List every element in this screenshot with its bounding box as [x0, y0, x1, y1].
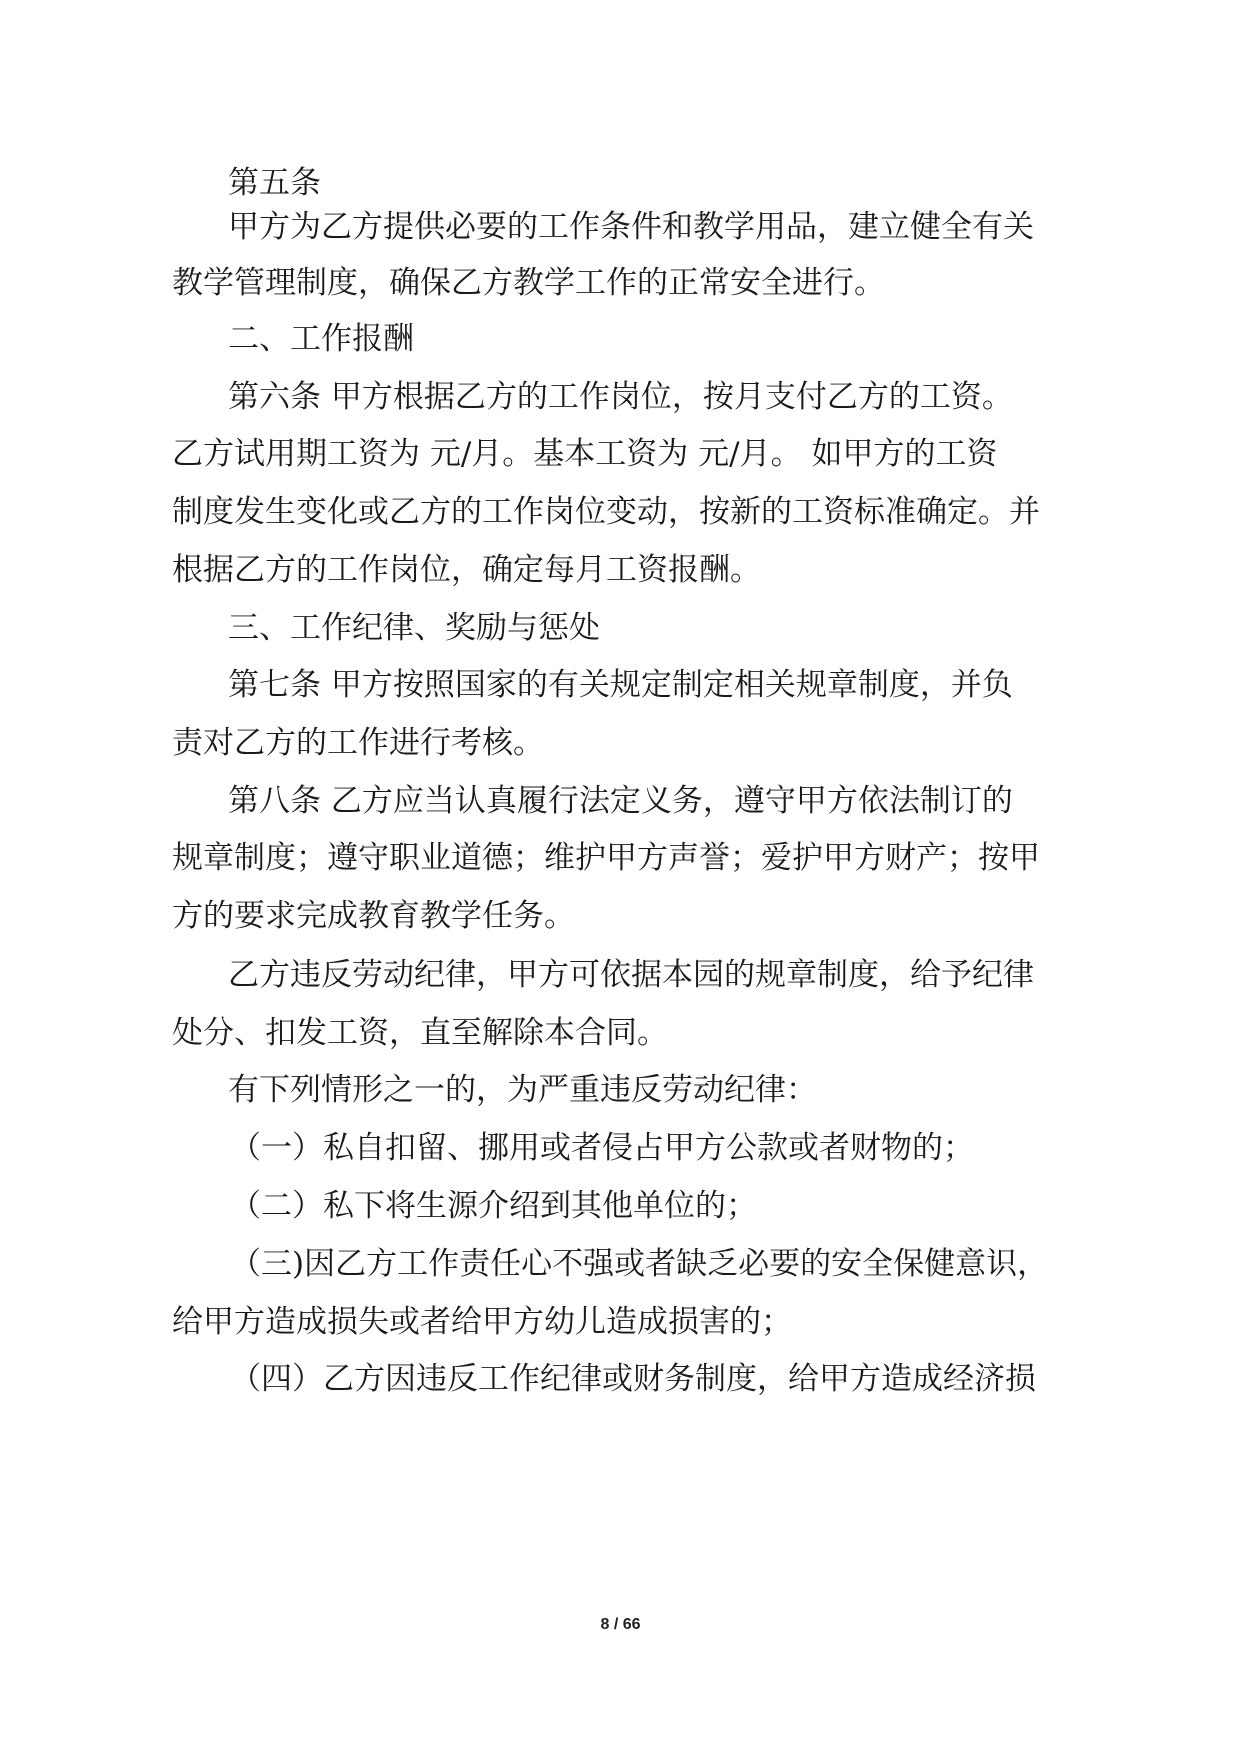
paragraph-line: 乙方违反劳动纪律，甲方可依据本园的规章制度，给予纪律 — [228, 957, 1034, 993]
page-number: 8 / 66 — [600, 1616, 641, 1633]
section-heading: 二、工作报酬 — [228, 321, 414, 357]
paragraph-line: 甲方为乙方提供必要的工作条件和教学用品，建立健全有关 — [228, 209, 1034, 245]
section-heading: 三、工作纪律、奖励与惩处 — [228, 610, 600, 646]
paragraph-line: 制度发生变化或乙方的工作岗位变动，按新的工资标准确定。并 — [172, 494, 1040, 530]
paragraph-line: 责对乙方的工作进行考核。 — [172, 725, 544, 761]
list-item: （四）乙方因违反工作纪律或财务制度，给甲方造成经济损 — [230, 1361, 1036, 1397]
paragraph-line: 有下列情形之一的，为严重违反劳动纪律： — [228, 1072, 817, 1108]
paragraph-line: 规章制度；遵守职业道德；维护甲方声誉；爱护甲方财产；按甲 — [172, 840, 1040, 876]
paragraph-line: 根据乙方的工作岗位，确定每月工资报酬。 — [172, 552, 761, 588]
paragraph-line: 第七条 甲方按照国家的有关规定制定相关规章制度，并负 — [228, 667, 1013, 703]
paragraph-line: 处分、扣发工资，直至解除本合同。 — [172, 1015, 668, 1051]
paragraph-line: 教学管理制度，确保乙方教学工作的正常安全进行。 — [172, 265, 885, 301]
paragraph-line: 第八条 乙方应当认真履行法定义务，遵守甲方依法制订的 — [228, 783, 1013, 819]
list-item: （二）私下将生源介绍到其他单位的； — [230, 1188, 757, 1224]
list-item: （三)因乙方工作责任心不强或者缺乏必要的安全保健意识， — [230, 1246, 1049, 1282]
paragraph-line: 给甲方造成损失或者给甲方幼儿造成损害的； — [172, 1304, 792, 1340]
list-item: （一）私自扣留、挪用或者侵占甲方公款或者财物的； — [230, 1130, 974, 1166]
paragraph-line: 乙方试用期工资为 元/月。基本工资为 元/月。 如甲方的工资 — [172, 436, 998, 472]
paragraph-line: 第六条 甲方根据乙方的工作岗位，按月支付乙方的工资。 — [228, 379, 1013, 415]
paragraph-line: 方的要求完成教育教学任务。 — [172, 898, 575, 934]
article-heading: 第五条 — [228, 165, 321, 201]
